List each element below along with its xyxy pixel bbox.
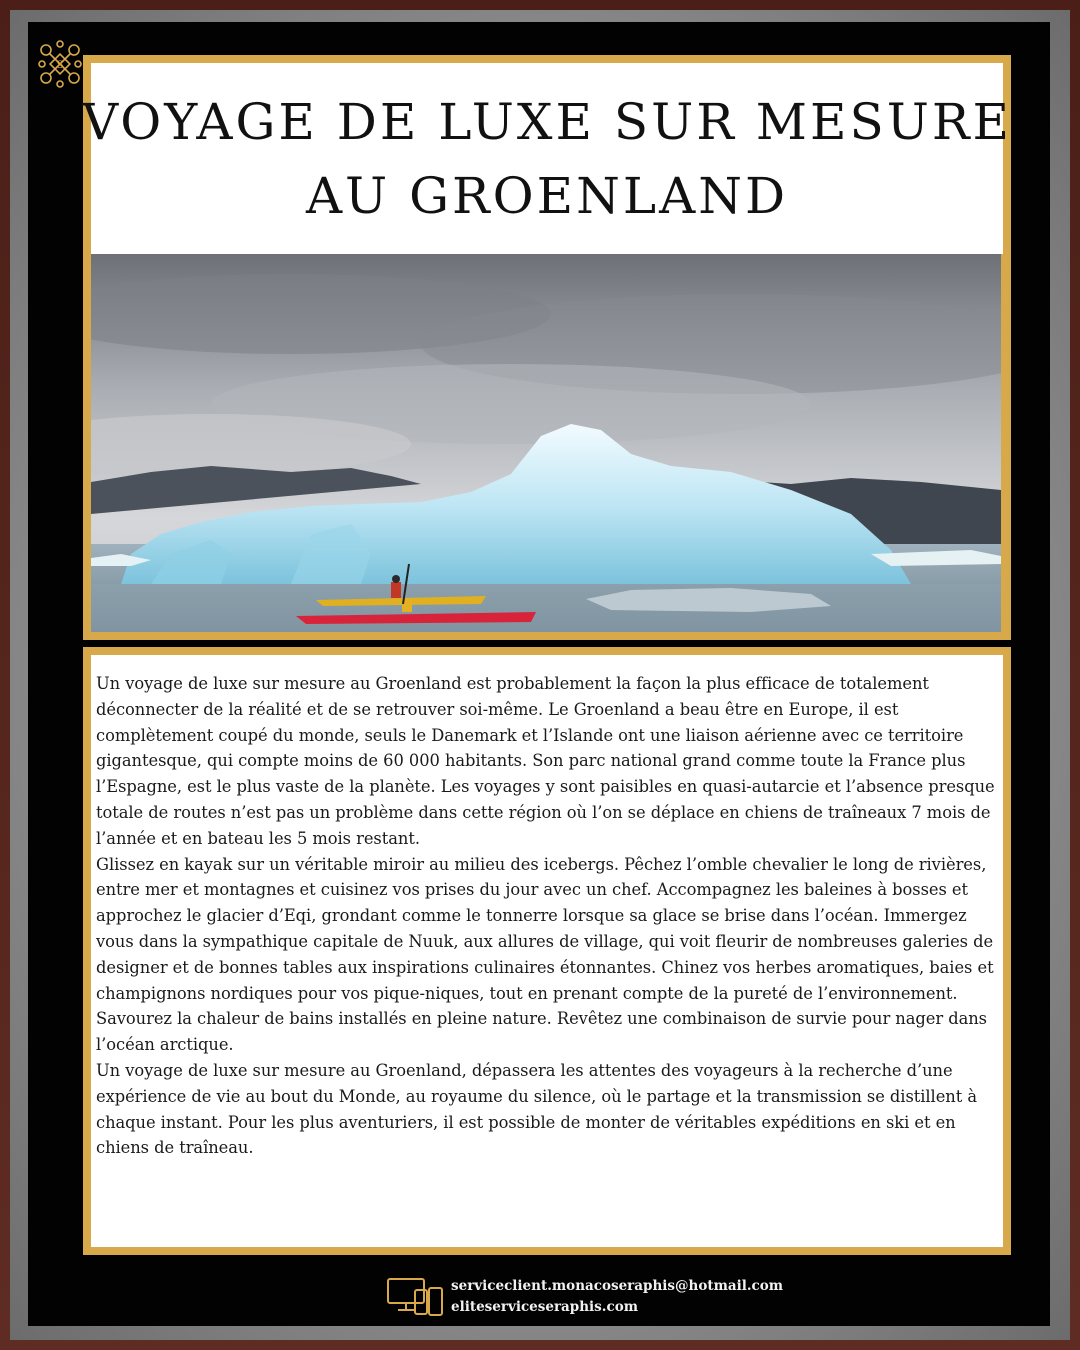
paragraph-activities: Glissez en kayak sur un véritable miroir au milieu des icebergs. Pêchez l’omble chevalier le long de rivières, entre mer et montagnes et cuisinez vos prises du jour avec un chef. Accompagnez les baleines à bosses et approchez le glacier d’Eqi, grondant comme le tonnerre lorsque sa glace se brise dans l’océan. Immergez vous dans la sympathique capitale de Nuuk, aux allures de village, qui voit fleurir de nombreuses galeries de designer et de bonnes tables aux inspirations culinaires étonnantes. Chinez vos herbes aromatiques, baies et champignons nordiques pour vos pique-niques, tout en prenant compte de la pureté de l’environnement. Savourez la chaleur de bains installés en pleine nature. Revêtez une combinaison de survie pour nager dans l’océan arctique.: [96, 854, 994, 1055]
svg-text:S: S: [56, 60, 64, 71]
page-title-line-1: VOYAGE DE LUXE SUR MESURE: [81, 92, 1013, 151]
monogram-logo-icon: [34, 38, 86, 90]
contact-footer: [385, 1275, 783, 1319]
description-card: [83, 647, 1011, 1255]
page-title-line-2: AU GROENLAND: [305, 166, 789, 225]
contact-website[interactable]: eliteserviceseraphis.com: [451, 1299, 638, 1315]
devices-icon: [385, 1276, 445, 1318]
contact-email[interactable]: serviceclient.monacoseraphis@hotmail.com: [451, 1278, 784, 1294]
paragraph-conclusion: Un voyage de luxe sur mesure au Groenland, dépassera les attentes des voyageurs à la recherche d’une expérience de vie au bout du Monde, au royaume du silence, où le partage et la transmission se distillent à chaque instant. Pour les plus aventuriers, il est possible de monter de véritables expéditions en ski et en chiens de traîneau.: [96, 1060, 978, 1158]
title-panel: [81, 63, 1013, 254]
description-panel: [91, 655, 1003, 1247]
title-card: [83, 55, 1011, 640]
paragraph-intro: Un voyage de luxe sur mesure au Groenland est probablement la façon la plus efficace de totalement déconnecter de la réalité et de se retrouver soi-même. Le Groenland a beau être en Europe, il est complètement coupé du monde, seuls le Danemark et l’Islande ont une liaison aérienne avec ce territoire gigantesque, qui compte moins de 60 000 habitants. Son parc national grand comme toute la France plus l’Espagne, est le plus vaste de la planète. Les voyages y sont paisibles en quasi-autarcie et l’absence presque totale de routes n’est pas un problème dans cette région où l’on se déplace en chiens de traîneaux 7 mois de l’année et en bateau les 5 mois restant.: [96, 674, 995, 848]
iceberg-kayak-photo: [91, 254, 1001, 632]
